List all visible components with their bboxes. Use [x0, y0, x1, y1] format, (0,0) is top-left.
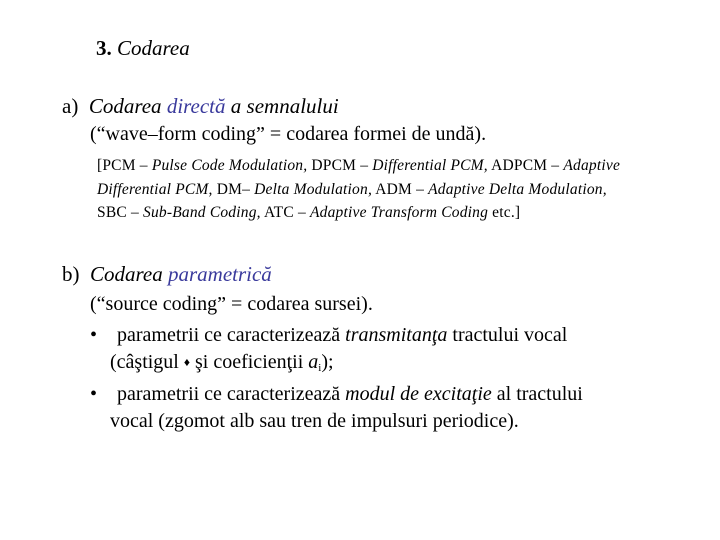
bullet-text: (câştigul — [110, 351, 179, 373]
bullet-text: şi coeficienţii — [195, 351, 304, 373]
bullet-icon: • — [90, 383, 98, 405]
methods-text: Adaptive Delta Modulation, — [428, 181, 607, 198]
methods-text: ATC – — [263, 204, 306, 221]
bullet-2-line-1 — [90, 383, 583, 406]
methods-text: Differential PCM, — [97, 181, 213, 198]
methods-line-2 — [97, 181, 607, 199]
methods-text: Differential PCM, — [372, 157, 488, 174]
section-a-heading-pre: Codarea — [88, 94, 162, 118]
section-a-heading — [62, 94, 339, 119]
methods-text: ADM – — [375, 181, 425, 198]
bullet-text: parametrii ce caracterizează — [117, 324, 341, 346]
section-b-label: b) — [62, 262, 80, 286]
section-a-heading-accent: directă — [166, 94, 226, 118]
bullet-text: al tractului — [496, 383, 583, 405]
methods-text: Pulse Code Modulation, — [151, 157, 308, 174]
section-b-heading-pre: Codarea — [90, 262, 163, 286]
bullet-text: parametrii ce caracterizează — [117, 383, 341, 405]
bullet-text: ); — [321, 351, 334, 373]
section-b-heading-accent: parametrică — [167, 262, 272, 286]
methods-text: Sub-Band Coding, — [143, 204, 261, 221]
methods-text: DM– — [216, 181, 251, 198]
methods-text: Adaptive — [563, 157, 621, 174]
bullet-2-line-2: vocal (zgomot alb sau tren de impulsuri periodice). — [110, 410, 519, 432]
methods-text: Adaptive Transform Coding — [309, 204, 489, 221]
methods-line-1 — [97, 157, 620, 175]
bullet-text: transmitanţa — [345, 324, 448, 346]
slide-title — [96, 36, 190, 61]
methods-text: [PCM – — [97, 157, 148, 174]
methods-text: SBC – — [97, 204, 139, 221]
gain-symbol-icon: ♦ — [183, 355, 190, 369]
methods-text: Delta Modulation, — [254, 181, 373, 198]
methods-text: ADPCM – — [491, 157, 560, 174]
bullet-1-line-1 — [90, 324, 567, 347]
methods-text: etc.] — [492, 204, 521, 221]
methods-text: DPCM – — [311, 157, 369, 174]
section-a-label: a) — [62, 94, 79, 118]
section-a-subtitle: (“wave–form coding” = codarea formei de undă). — [90, 123, 487, 145]
bullet-text: modul de excitaţie — [345, 383, 492, 405]
coefficient-subscript: i — [318, 362, 322, 374]
title-number: 3. — [96, 36, 112, 60]
coefficient-symbol: a — [308, 351, 319, 373]
section-a-heading-post: a semnalului — [230, 94, 339, 118]
bullet-text: tractului vocal — [452, 324, 568, 346]
title-text: Codarea — [117, 36, 190, 60]
section-b-heading — [62, 262, 272, 287]
methods-line-3 — [97, 204, 520, 222]
section-b-subtitle: (“source coding” = codarea sursei). — [90, 293, 373, 315]
bullet-icon: • — [90, 324, 98, 346]
bullet-1-line-2 — [110, 351, 334, 374]
